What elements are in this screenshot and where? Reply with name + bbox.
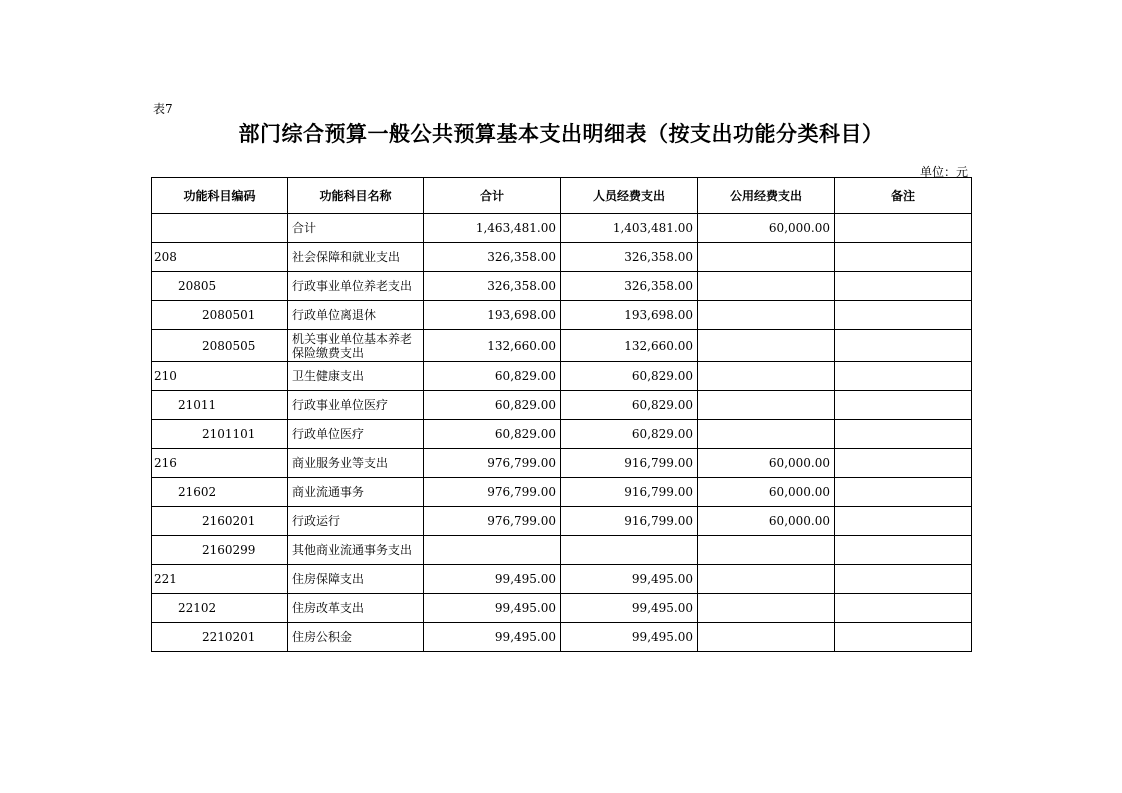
table-row [152,391,972,420]
cell-total: 976,799.00 [424,449,561,478]
cell-personnel-expense: 326,358.00 [561,272,698,301]
cell-remarks [835,420,972,449]
cell-remarks [835,301,972,330]
cell-function-code: 2210201 [152,623,288,652]
header-total: 合计 [424,178,561,214]
table-row [152,362,972,391]
table-row [152,330,972,362]
cell-public-expense [698,243,835,272]
header-public-expense: 公用经费支出 [698,178,835,214]
cell-function-code: 22102 [152,594,288,623]
page-title: 部门综合预算一般公共预算基本支出明细表（按支出功能分类科目） [238,122,884,146]
cell-personnel-expense: 60,829.00 [561,362,698,391]
table-row [152,301,972,330]
cell-remarks [835,536,972,565]
cell-function-code: 208 [152,243,288,272]
table-number: 表7 [153,102,173,116]
cell-personnel-expense: 1,403,481.00 [561,214,698,243]
table-row [152,478,972,507]
cell-public-expense [698,272,835,301]
table-body [152,214,972,652]
cell-total: 132,660.00 [424,330,561,362]
cell-total: 60,829.00 [424,420,561,449]
cell-public-expense [698,391,835,420]
cell-function-code: 216 [152,449,288,478]
cell-personnel-expense: 99,495.00 [561,565,698,594]
cell-function-name: 行政事业单位医疗 [288,391,424,420]
table-row [152,214,972,243]
header-function-name: 功能科目名称 [288,178,424,214]
cell-public-expense: 60,000.00 [698,214,835,243]
cell-remarks [835,214,972,243]
cell-public-expense [698,536,835,565]
table-row [152,594,972,623]
cell-function-code: 2160201 [152,507,288,536]
cell-function-code: 2160299 [152,536,288,565]
cell-total: 326,358.00 [424,272,561,301]
cell-personnel-expense: 132,660.00 [561,330,698,362]
cell-personnel-expense: 60,829.00 [561,420,698,449]
table-row [152,565,972,594]
cell-remarks [835,243,972,272]
cell-remarks [835,362,972,391]
table-row [152,449,972,478]
cell-function-name: 商业服务业等支出 [288,449,424,478]
cell-remarks [835,391,972,420]
cell-function-code: 210 [152,362,288,391]
cell-remarks [835,623,972,652]
cell-total: 193,698.00 [424,301,561,330]
cell-function-name: 行政运行 [288,507,424,536]
table-row [152,243,972,272]
cell-function-name: 机关事业单位基本养老保险缴费支出 [288,330,424,362]
cell-public-expense [698,420,835,449]
header-personnel-expense: 人员经费支出 [561,178,698,214]
cell-function-name: 卫生健康支出 [288,362,424,391]
cell-function-name: 住房改革支出 [288,594,424,623]
cell-total: 976,799.00 [424,507,561,536]
cell-remarks [835,272,972,301]
cell-personnel-expense: 916,799.00 [561,478,698,507]
header-remarks: 备注 [835,178,972,214]
cell-public-expense: 60,000.00 [698,507,835,536]
cell-public-expense [698,594,835,623]
unit-label: 单位：元 [919,165,968,179]
cell-function-name: 社会保障和就业支出 [288,243,424,272]
table-row [152,420,972,449]
cell-function-name: 行政单位医疗 [288,420,424,449]
cell-total [424,536,561,565]
cell-public-expense [698,330,835,362]
budget-table [151,177,972,652]
cell-total: 976,799.00 [424,478,561,507]
cell-total: 60,829.00 [424,391,561,420]
cell-function-code: 20805 [152,272,288,301]
table-row [152,623,972,652]
cell-function-code: 221 [152,565,288,594]
cell-function-name: 行政单位离退休 [288,301,424,330]
cell-personnel-expense: 326,358.00 [561,243,698,272]
cell-remarks [835,449,972,478]
cell-total: 1,463,481.00 [424,214,561,243]
cell-remarks [835,565,972,594]
cell-public-expense [698,565,835,594]
cell-public-expense [698,301,835,330]
cell-function-code: 21602 [152,478,288,507]
table-row [152,507,972,536]
cell-function-name: 其他商业流通事务支出 [288,536,424,565]
cell-remarks [835,507,972,536]
header-function-code: 功能科目编码 [152,178,288,214]
cell-personnel-expense [561,536,698,565]
table-header-row [152,178,972,214]
cell-function-name: 商业流通事务 [288,478,424,507]
cell-total: 60,829.00 [424,362,561,391]
cell-total: 326,358.00 [424,243,561,272]
cell-function-name: 合计 [288,214,424,243]
cell-personnel-expense: 99,495.00 [561,623,698,652]
cell-personnel-expense: 193,698.00 [561,301,698,330]
cell-public-expense: 60,000.00 [698,478,835,507]
cell-function-code: 2101101 [152,420,288,449]
cell-total: 99,495.00 [424,565,561,594]
cell-remarks [835,330,972,362]
cell-personnel-expense: 916,799.00 [561,507,698,536]
cell-personnel-expense: 916,799.00 [561,449,698,478]
cell-remarks [835,594,972,623]
table-row [152,272,972,301]
cell-personnel-expense: 60,829.00 [561,391,698,420]
cell-public-expense: 60,000.00 [698,449,835,478]
cell-function-name: 住房保障支出 [288,565,424,594]
cell-public-expense [698,362,835,391]
cell-function-name: 住房公积金 [288,623,424,652]
cell-function-code: 2080505 [152,330,288,362]
cell-function-code: 2080501 [152,301,288,330]
cell-total: 99,495.00 [424,623,561,652]
cell-function-code [152,214,288,243]
table-row [152,536,972,565]
cell-remarks [835,478,972,507]
cell-function-name: 行政事业单位养老支出 [288,272,424,301]
cell-function-code: 21011 [152,391,288,420]
cell-public-expense [698,623,835,652]
cell-total: 99,495.00 [424,594,561,623]
cell-personnel-expense: 99,495.00 [561,594,698,623]
